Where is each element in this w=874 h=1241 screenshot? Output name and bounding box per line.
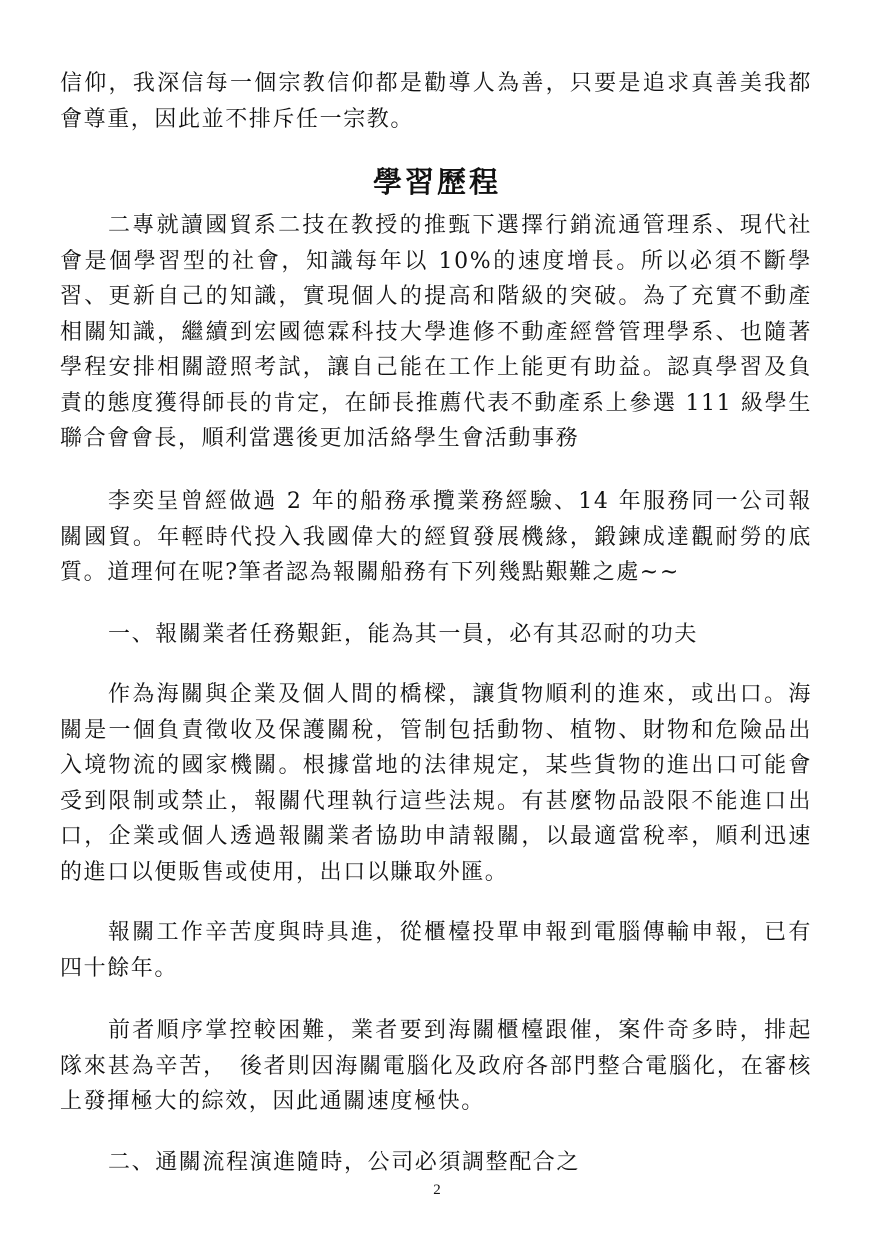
paragraph-learning-history: 二專就讀國貿系二技在教授的推甄下選擇行銷流通管理系、現代社會是個學習型的社會，知識每年以 10%的速度增長。所以必須不斷學習、更新自己的知識，實現個人的提高和階級的突破。為了充實不動產相關知識，繼續到宏國德霖科技大學進修不動產經營管理學系、也隨著學程安排相關證照考試，讓自己能在工作上能更有助益。認真學習及負責的態度獲得師長的肯定，在師長推薦代表不動產系上參選 111 級學生聯合會會長，順利當選後更加活絡學生會活動事務 xyxy=(60,213,812,451)
paragraph-customs-work: 報關工作辛苦度與時具進，從櫃檯投單申報到電腦傳輸申報，已有四十餘年。 xyxy=(60,920,812,981)
section-title: 學習歷程 xyxy=(372,165,501,199)
heading-point-two: 二、通關流程演進隨時，公司必須調整配合之 xyxy=(108,1150,581,1175)
paragraph-computerization: 前者順序掌控較困難，業者要到海關櫃檯跟催，案件奇多時，排起隊來甚為辛苦， 後者則因海關電腦化及政府各部門整合電腦化，在審核上發揮極大的綜效，因此通關速度極快。 xyxy=(60,1018,812,1114)
paragraph-customs-bridge: 作為海關與企業及個人間的橋樑，讓貨物順利的進來，或出口。海關是一個負責徵收及保護關稅，管制包括動物、植物、財物和危險品出入境物流的國家機關。根據當地的法律規定，某些貨物的進出口可能會受到限制或禁止，報關代理執行這些法規。有甚麼物品設限不能進口出口，企業或個人透過報關業者協助申請報關，以最適當稅率，順利迅速的進口以便販售或使用，出口以賺取外匯。 xyxy=(60,682,812,885)
paragraph-work-experience: 李奕呈曾經做過 2 年的船務承攬業務經驗、14 年服務同一公司報關國貿。年輕時代投入我國偉大的經貿發展機緣，鍛鍊成達觀耐勞的底質。道理何在呢?筆者認為報關船務有下列幾點艱難之處~~ xyxy=(60,489,812,585)
heading-point-one: 一、報關業者任務艱鉅，能為其一員，必有其忍耐的功夫 xyxy=(108,622,699,647)
intro-continuation-paragraph: 信仰，我深信每一個宗教信仰都是勸導人為善，只要是追求真善美我都會尊重，因此並不排斥任一宗教。 xyxy=(60,71,812,132)
page-number: 2 xyxy=(433,1182,441,1198)
